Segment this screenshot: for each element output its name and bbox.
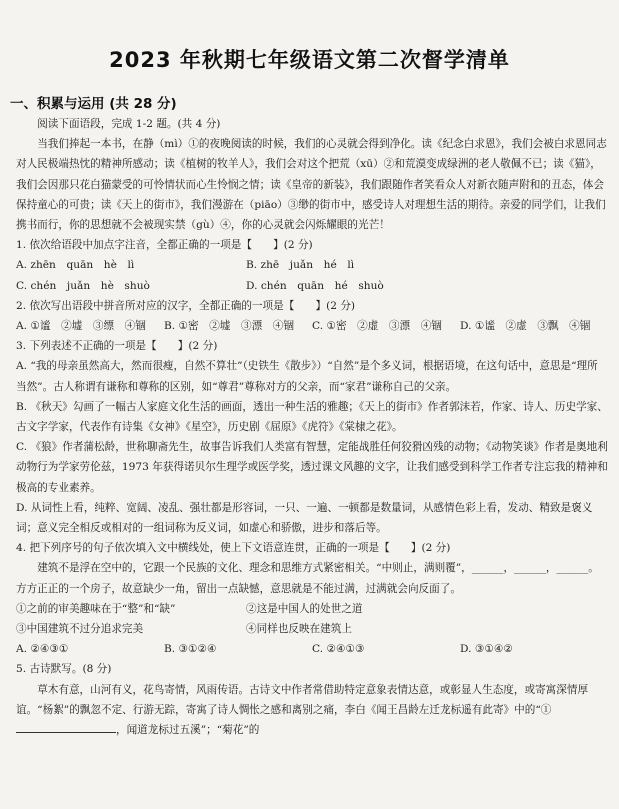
- q1-option-a[interactable]: A. zhēn quān hè lì: [16, 259, 135, 272]
- section-heading: 一、积累与运用 (共 28 分): [10, 96, 177, 112]
- question-2-options: [16, 316, 608, 336]
- exam-body: [16, 114, 608, 740]
- q4-text: 建筑不是浮在空中的，它跟一个民族的文化、理念和思维方式紧密相关。“中则止，满则覆”，______，______，______。方方正正的一个房子，故意缺少一角，留出一点缺憾，意思就是不能过满，过满就会向反面了。: [16, 562, 599, 595]
- q5-answer-blank[interactable]: [16, 720, 116, 733]
- q4-item-3: ③中国建筑不过分追求完美: [16, 623, 144, 636]
- q2-option-d[interactable]: D. ①谧 ②虚 ③飘 ④锢: [460, 320, 591, 333]
- q1-option-d[interactable]: D. chén quān hé shuò: [246, 279, 384, 292]
- q4-option-d[interactable]: D. ③①④②: [460, 643, 513, 656]
- question-4-items: [16, 599, 608, 639]
- question-2-stem: 2. 依次写出语段中拼音所对应的汉字，全都正确的一项是【 】(2 分): [16, 299, 356, 312]
- question-4-options: [16, 639, 608, 659]
- question-1-options: [16, 255, 608, 295]
- question-4-stem: 4. 把下列序号的句子依次填入文中横线处，使上下文语意连贯，正确的一项是【 】(2 分): [16, 542, 451, 555]
- q4-option-c[interactable]: C. ②④①③: [312, 643, 365, 656]
- q4-option-a[interactable]: A. ②④③①: [16, 643, 69, 656]
- q2-option-b[interactable]: B. ①密 ②墟 ③漂 ④锢: [164, 320, 294, 333]
- question-5-stem: 5. 古诗默写。(8 分): [16, 663, 112, 676]
- reading-intro: 阅读下面语段，完成 1-2 题。(共 4 分): [37, 118, 221, 130]
- q1-option-b[interactable]: B. zhē juǎn hé lì: [246, 259, 355, 272]
- q2-option-a[interactable]: A. ①谧 ②墟 ③缥 ④锢: [16, 320, 146, 333]
- q3-option-b[interactable]: B. 《秋天》勾画了一幅古人家庭文化生活的画面，透出一种生活的雅趣；《天上的街市》作者郭沫若，作家、诗人、历史学家、古文字学家，代表作有诗集《女神》《星空》，历史剧《屈原》《虎符》《棠棣之花》。: [16, 400, 608, 434]
- page-title: 2023 年秋期七年级语文第二次督学清单: [109, 48, 510, 72]
- q1-option-c[interactable]: C. chén juǎn hè shuò: [16, 279, 150, 292]
- question-1-stem: 1. 依次给语段中加点字注音，全都正确的一项是【 】(2 分): [16, 239, 313, 252]
- reading-passage: 当我们捧起一本书，在静（mì）①的夜晚阅读的时候，我们的心灵就会得到净化。读《纪念白求恩》，我们会被白求恩同志对人民极端热忱的精神所感动；读《植树的牧羊人》，我们会对这个把荒（xū）②和荒漠变成绿洲的老人敬佩不已；读《猫》，我们会因那只花白猫蒙受的可怜情状而心生怜悯之情；读《皇帝的新装》，我们跟随作者笑看众人对新衣随声附和的丑态，体会保持童心的可贵；读《天上的街市》，我们漫游在（piāo）③缈的街市中，感受诗人对理想生活的期待。亲爱的同学们，让我们携书而行，你的思想就不会被现实禁（gù）④，你的心灵就会闪烁耀眼的光芒！: [16, 138, 607, 232]
- q3-option-c[interactable]: C. 《狼》作者蒲松龄，世称聊斋先生，故事告诉我们人类富有智慧，定能战胜任何狡猾凶残的动物；《动物笑谈》作者是奥地利动物行为学家劳伦兹，1973 年获得诺贝尔生理学或医学奖，透过课文风趣的文字，让我们感受到科学工作者专注忘我的精神和极高的专业素养。: [16, 441, 608, 494]
- question-3-stem: 3. 下列表述不正确的一项是【 】(2 分): [16, 340, 218, 353]
- q5-text-part1: 草木有意，山河有义，花鸟寄情，风雨传语。古诗文中作者常借助特定意象表情达意，或彰显人生态度，或寄寓深情厚谊。“杨絮”的飘忽不定、行游无踪，寄寓了诗人惆怅之感和离别之痛，李白《闻王昌龄左迁龙标遥有此寄》中的“①: [16, 683, 589, 716]
- q5-text-part2: ，闻道龙标过五溪”；“菊花”的: [116, 724, 260, 737]
- q2-option-c[interactable]: C. ①密 ②虚 ③漂 ④锢: [312, 320, 442, 333]
- q4-item-2: ②这是中国人的处世之道: [246, 602, 363, 615]
- q4-item-4: ④同样也反映在建筑上: [246, 623, 352, 636]
- q3-option-a[interactable]: A. “我的母亲虽然高大，然而很瘦，自然不算壮”（史铁生《散步》）“自然”是个多义词，根据语境，在这句话中，意思是“理所当然”。古人称谓有谦称和尊称的区别，如“尊君”尊称对方的父亲，而“家君”谦称自己的父亲。: [16, 360, 598, 393]
- q5-text: [16, 680, 608, 741]
- q4-item-1: ①之前的审美趣味在于“整”和“缺”: [16, 602, 176, 615]
- q3-option-d[interactable]: D. 从词性上看，纯粹、宽阔、凌乱、强壮都是形容词，一只、一遍、一顿都是数量词，从感情色彩上看，发动、精致是褒义词；意义完全相反或相对的一组词称为反义词，如虚心和骄傲，进步和落后等。: [16, 501, 593, 535]
- q4-option-b[interactable]: B. ③①②④: [164, 643, 217, 656]
